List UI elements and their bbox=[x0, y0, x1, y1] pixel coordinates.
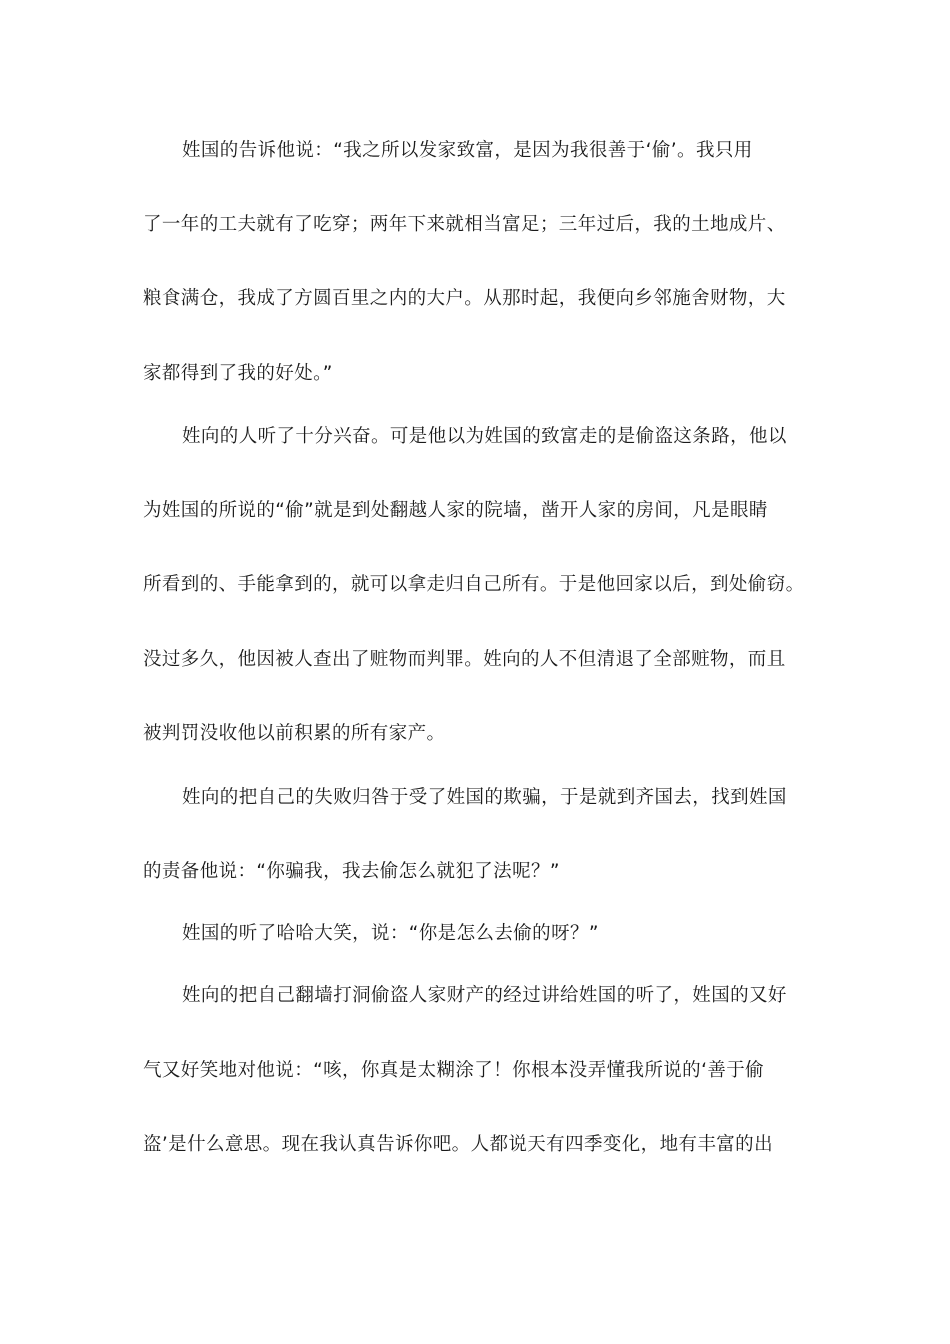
text-line: 姓国的告诉他说：“我之所以发家致富，是因为我很善于‘偷’。我只用 bbox=[182, 140, 753, 161]
text-line: 家都得到了我的好处。” bbox=[143, 363, 333, 384]
text-line: 姓向的把自己的失败归咎于受了姓国的欺骗，于是就到齐国去，找到姓国 bbox=[182, 787, 787, 808]
text-line: 所看到的、手能拿到的，就可以拿走归自己所有。于是他回家以后，到处偷窃。 bbox=[143, 574, 805, 595]
text-line: 姓向的把自己翻墙打洞偷盗人家财产的经过讲给姓国的听了，姓国的又好 bbox=[182, 985, 787, 1006]
text-line: 姓国的听了哈哈大笑，说：“你是怎么去偷的呀？” bbox=[182, 923, 599, 944]
text-line: 粮食满仓，我成了方圆百里之内的大户。从那时起，我便向乡邻施舍财物，大 bbox=[143, 288, 786, 309]
text-line: 为姓国的所说的“偷”就是到处翻越人家的院墙，凿开人家的房间，凡是眼睛 bbox=[143, 500, 768, 521]
text-line: 姓向的人听了十分兴奋。可是他以为姓国的致富走的是偷盗这条路，他以 bbox=[182, 426, 787, 447]
text-line: 的责备他说：“你骗我，我去偷怎么就犯了法呢？” bbox=[143, 861, 560, 882]
text-line: 了一年的工夫就有了吃穿；两年下来就相当富足；三年过后，我的土地成片、 bbox=[143, 214, 786, 235]
text-line: 没过多久，他因被人查出了赃物而判罪。姓向的人不但清退了全部赃物，而且 bbox=[143, 649, 786, 670]
text-line: 气又好笑地对他说：“咳，你真是太糊涂了！你根本没弄懂我所说的‘善于偷 bbox=[143, 1060, 765, 1081]
text-line: 盗’是什么意思。现在我认真告诉你吧。人都说天有四季变化，地有丰富的出 bbox=[143, 1134, 773, 1155]
text-line: 被判罚没收他以前积累的所有家产。 bbox=[143, 723, 446, 744]
